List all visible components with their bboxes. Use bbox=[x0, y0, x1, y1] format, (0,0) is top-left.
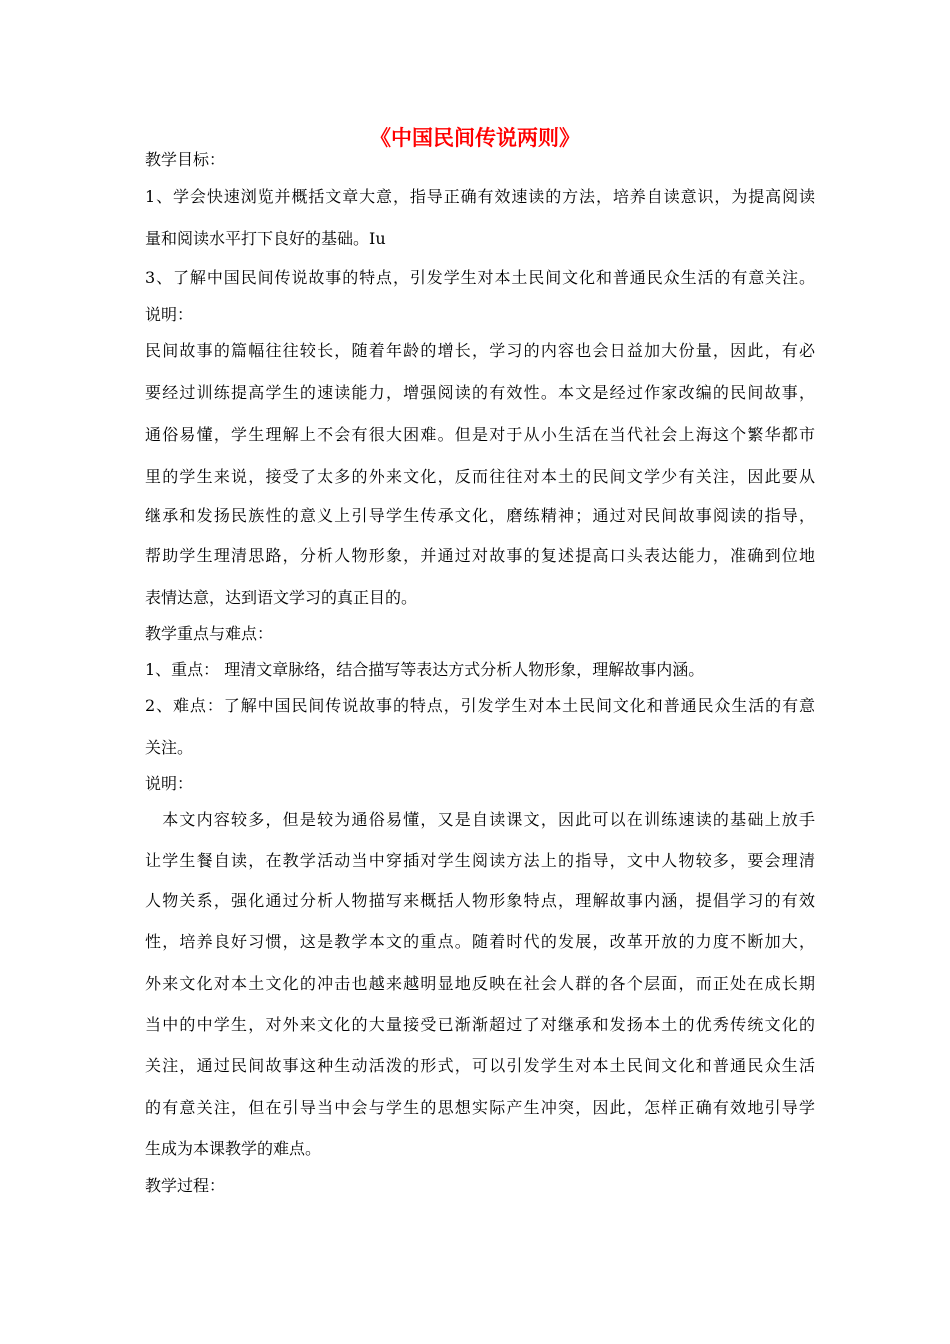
difficulty-2-line-2: 关注。 bbox=[145, 738, 194, 757]
explanation-2-line-4: 性，培养良好习惯，这是教学本文的重点。随着时代的发展，改革开放的力度不断加大， bbox=[145, 932, 815, 951]
explanation-1-line-1: 民间故事的篇幅往往较长，随着年龄的增长，学习的内容也会日益加大份量，因此，有必 bbox=[145, 341, 815, 360]
explanation-2-line-5: 外来文化对本土文化的冲击也越来越明显地反映在社会人群的各个层面，而正处在成长期 bbox=[145, 974, 815, 993]
heading-explanation-1: 说明： bbox=[145, 305, 194, 324]
explanation-2-line-2: 让学生餐自读，在教学活动当中穿插对学生阅读方法上的指导，文中人物较多，要会理清 bbox=[145, 851, 815, 870]
explanation-2-line-8: 的有意关注，但在引导当中会与学生的思想实际产生冲突，因此，怎样正确有效地引导学 bbox=[145, 1098, 815, 1117]
explanation-1-line-5: 继承和发扬民族性的意义上引导学生传承文化，磨练精神；通过对民间故事阅读的指导， bbox=[145, 506, 815, 525]
goal-1-line-2: 量和阅读水平打下良好的基础。Iu bbox=[145, 229, 386, 248]
explanation-2-line-7: 关注，通过民间故事这种生动活泼的形式，可以引发学生对本土民间文化和普通民众生活 bbox=[145, 1056, 815, 1075]
explanation-2-line-9: 生成为本课教学的难点。 bbox=[145, 1139, 322, 1158]
explanation-1-line-4: 里的学生来说，接受了太多的外来文化，反而往往对本土的民间文学少有关注，因此要从 bbox=[145, 467, 815, 486]
explanation-1-line-7: 表情达意，达到语文学习的真正目的。 bbox=[145, 588, 418, 607]
explanation-1-line-3: 通俗易懂，学生理解上不会有很大困难。但是对于从小生活在当代社会上海这个繁华都市 bbox=[145, 425, 815, 444]
explanation-1-line-6: 帮助学生理清思路，分析人物形象，并通过对故事的复述提高口头表达能力，准确到位地 bbox=[145, 546, 815, 565]
explanation-2-line-6: 当中的中学生，对外来文化的大量接受已渐渐超过了对继承和发扬本土的优秀传统文化的 bbox=[145, 1015, 815, 1034]
goal-1-line-1: 1、学会快速浏览并概括文章大意，指导正确有效速读的方法，培养自读意识，为提高阅读 bbox=[145, 187, 815, 206]
heading-explanation-2: 说明： bbox=[145, 774, 194, 793]
document-title: 《中国民间传说两则》 bbox=[370, 125, 580, 150]
explanation-2-line-3: 人物关系，强化通过分析人物描写来概括人物形象特点，理解故事内涵，提倡学习的有效 bbox=[145, 891, 815, 910]
explanation-2-line-1: 本文内容较多，但是较为通俗易懂，又是自读课文，因此可以在训练速读的基础上放手 bbox=[145, 810, 815, 829]
difficulty-2-line-1: 2、难点：了解中国民间传说故事的特点，引发学生对本土民间文化和普通民众生活的有意 bbox=[145, 696, 815, 715]
key-point-1: 1、重点： 理清文章脉络，结合描写等表达方式分析人物形象，理解故事内涵。 bbox=[145, 660, 705, 679]
heading-teaching-goals: 教学目标： bbox=[145, 150, 226, 169]
explanation-1-line-2: 要经过训练提高学生的速读能力，增强阅读的有效性。本文是经过作家改编的民间故事， bbox=[145, 383, 815, 402]
goal-3: 3、了解中国民间传说故事的特点，引发学生对本土民间文化和普通民众生活的有意关注。 bbox=[145, 268, 815, 287]
heading-teaching-process: 教学过程： bbox=[145, 1176, 226, 1195]
heading-key-points: 教学重点与难点： bbox=[145, 624, 274, 643]
